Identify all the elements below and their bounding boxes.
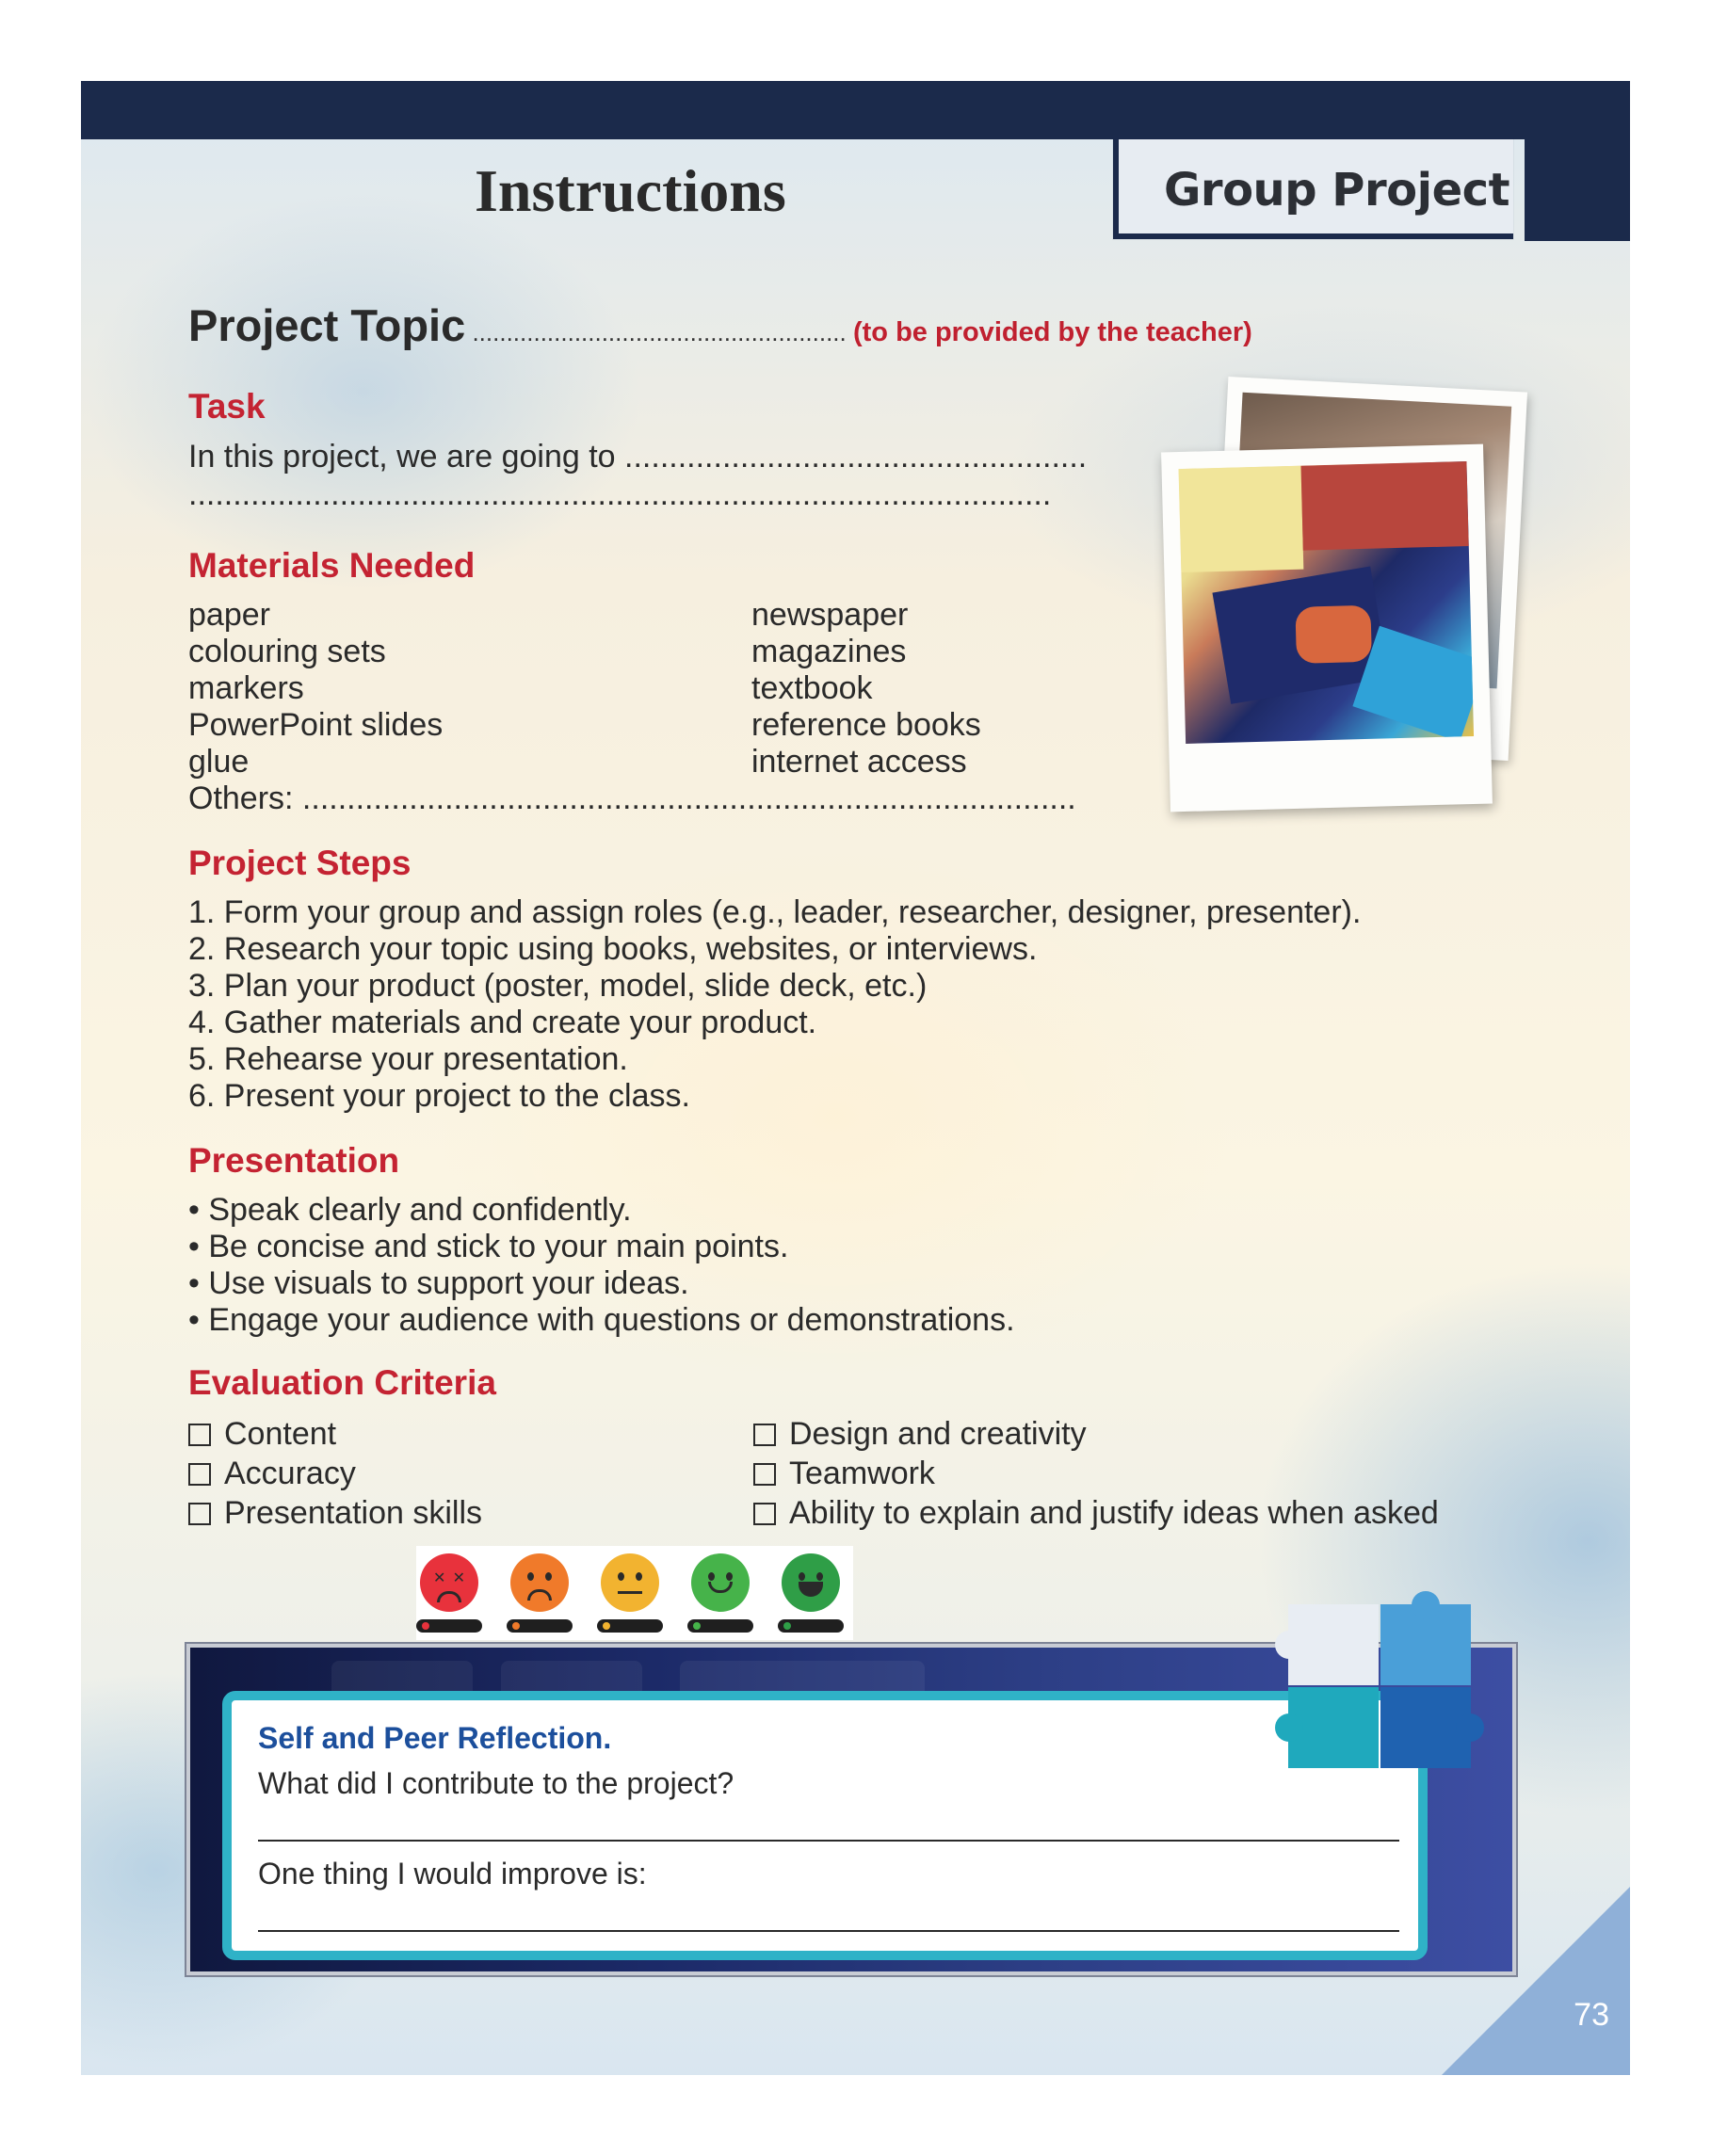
criteria-item[interactable]: Ability to explain and justify ideas when asked bbox=[753, 1493, 1439, 1533]
emoji-rating-scale bbox=[416, 1546, 853, 1640]
step-item: 4. Gather materials and create your product. bbox=[188, 1005, 817, 1040]
bullet-item: • Engage your audience with questions or demonstrations. bbox=[188, 1302, 1015, 1338]
criteria-item[interactable]: Accuracy bbox=[188, 1454, 482, 1493]
header-side-band bbox=[1525, 81, 1630, 241]
puzzle-pieces-icon bbox=[1288, 1604, 1473, 1770]
header-band bbox=[81, 81, 1630, 139]
list-item: textbook bbox=[751, 670, 873, 706]
criteria-item[interactable]: Content bbox=[188, 1414, 482, 1454]
criteria-item[interactable]: Presentation skills bbox=[188, 1493, 482, 1533]
bullet-item: • Speak clearly and confidently. bbox=[188, 1192, 632, 1228]
checkbox[interactable] bbox=[753, 1424, 776, 1446]
answer-line-1[interactable] bbox=[258, 1840, 1399, 1842]
page-number: 73 bbox=[1574, 1997, 1609, 2033]
materials-heading: Materials Needed bbox=[188, 546, 476, 585]
rating-stars-2 bbox=[507, 1619, 573, 1633]
rating-stars-5 bbox=[778, 1619, 844, 1633]
step-item: 1. Form your group and assign roles (e.g., leader, researcher, designer, presenter). bbox=[188, 894, 1362, 930]
list-item: newspaper bbox=[751, 597, 909, 633]
step-item: 2. Research your topic using books, websites, or interviews. bbox=[188, 931, 1038, 967]
unhappy-face-icon bbox=[510, 1553, 569, 1612]
checkbox[interactable] bbox=[188, 1463, 211, 1486]
steps-heading: Project Steps bbox=[188, 844, 412, 882]
list-item: colouring sets bbox=[188, 634, 386, 669]
reflection-card bbox=[222, 1691, 1428, 1960]
page-title: Instructions bbox=[475, 157, 786, 224]
materials-right-list bbox=[751, 597, 981, 780]
neutral-face-icon bbox=[601, 1553, 659, 1612]
step-item: 5. Rehearse your presentation. bbox=[188, 1041, 628, 1077]
answer-line-2[interactable] bbox=[258, 1930, 1399, 1932]
task-line-1: In this project, we are going to .................................................... bbox=[188, 439, 1088, 475]
list-item: PowerPoint slides bbox=[188, 707, 444, 743]
presentation-heading: Presentation bbox=[188, 1141, 400, 1180]
very-happy-face-icon bbox=[782, 1553, 840, 1612]
list-item: internet access bbox=[751, 744, 967, 780]
project-topic-label: Project Topic bbox=[188, 300, 466, 350]
rating-stars-4 bbox=[687, 1619, 753, 1633]
step-item: 3. Plan your product (poster, model, slide deck, etc.) bbox=[188, 968, 928, 1004]
bullet-item: • Use visuals to support your ideas. bbox=[188, 1265, 689, 1301]
rating-stars-3 bbox=[597, 1619, 663, 1633]
photo-frame-front bbox=[1161, 444, 1493, 813]
checkbox[interactable] bbox=[188, 1424, 211, 1446]
group-project-badge bbox=[1113, 139, 1513, 239]
evaluation-right-list bbox=[753, 1414, 1439, 1533]
rating-stars-1 bbox=[416, 1619, 482, 1633]
happy-face-icon bbox=[691, 1553, 750, 1612]
list-item: magazines bbox=[751, 634, 907, 669]
step-item: 6. Present your project to the class. bbox=[188, 1078, 690, 1114]
reflection-question-1: What did I contribute to the project? bbox=[258, 1766, 734, 1800]
checkbox[interactable] bbox=[753, 1503, 776, 1525]
checkbox[interactable] bbox=[753, 1463, 776, 1486]
page bbox=[81, 81, 1630, 2075]
students-crafting-photo bbox=[1179, 461, 1475, 744]
task-heading: Task bbox=[188, 387, 266, 426]
badge-label: Group Project bbox=[1164, 164, 1510, 217]
checkbox[interactable] bbox=[188, 1503, 211, 1525]
list-item: markers bbox=[188, 670, 304, 706]
reflection-question-2: One thing I would improve is: bbox=[258, 1857, 647, 1891]
steps-list bbox=[188, 894, 1361, 1115]
criteria-item[interactable]: Design and creativity bbox=[753, 1414, 1439, 1454]
list-item: reference books bbox=[751, 707, 981, 743]
very-unhappy-face-icon: ✕ ✕ bbox=[420, 1553, 478, 1612]
list-item: glue bbox=[188, 744, 250, 780]
others-line: Others: ....................................................................................... bbox=[188, 780, 1076, 816]
bullet-item: • Be concise and stick to your main points. bbox=[188, 1229, 789, 1264]
reflection-title: Self and Peer Reflection. bbox=[258, 1721, 612, 1755]
list-item: paper bbox=[188, 597, 270, 633]
corner-decoration bbox=[1442, 1887, 1630, 2075]
project-topic-note: (to be provided by the teacher) bbox=[852, 317, 1252, 347]
criteria-item[interactable]: Teamwork bbox=[753, 1454, 1439, 1493]
project-topic-blank: ....................................................... bbox=[465, 318, 853, 346]
evaluation-heading: Evaluation Criteria bbox=[188, 1363, 496, 1402]
presentation-list bbox=[188, 1192, 1015, 1339]
project-topic-line bbox=[188, 299, 1252, 351]
task-line-2: ................................................................................................. bbox=[188, 476, 1052, 512]
evaluation-left-list bbox=[188, 1414, 482, 1533]
